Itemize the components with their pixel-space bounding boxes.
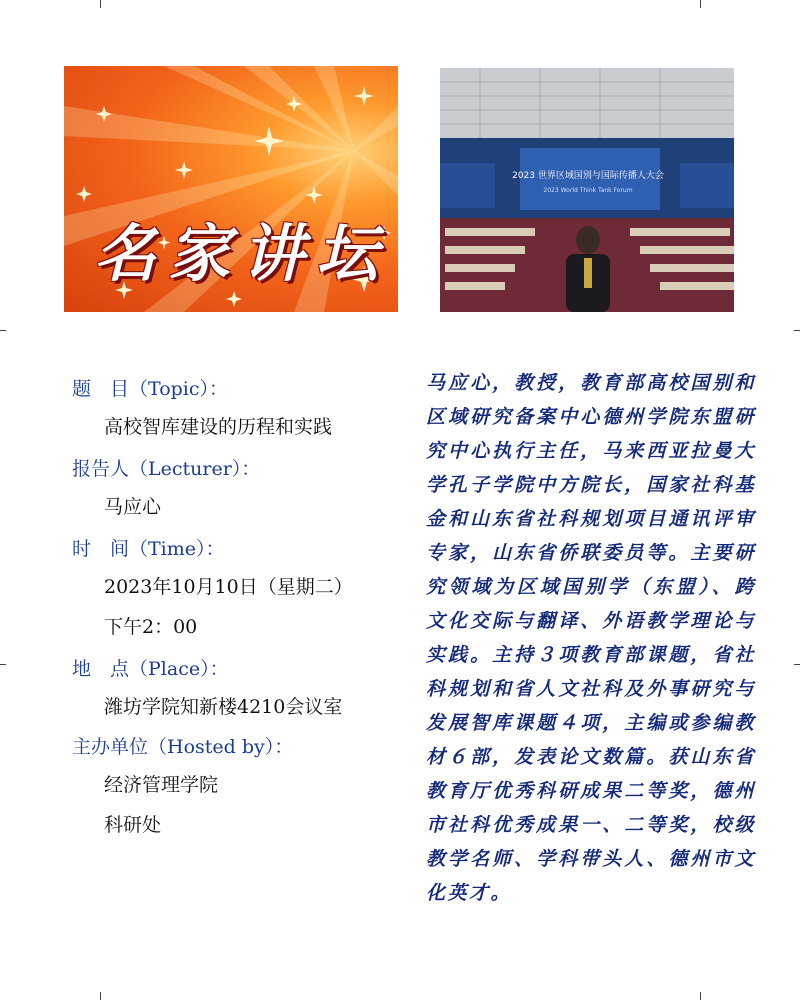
conference-hall-image [440, 68, 734, 312]
crop-mark [794, 330, 800, 331]
host-value-1: 经济管理学院 [104, 774, 219, 796]
topic-label: 题 目（Topic）： [72, 378, 229, 400]
speaker-bio: 马应心，教授，教育部高校国别和区域研究备案中心德州学院东盟研究中心执行主任，马来西亚拉曼大学孔子学院中方院长，国家社科基金和山东省社科规划项目通讯评审专家，山东省侨联委员等。主要研究领域为区域国别学（东盟）、跨文化交际与翻译、外语教学理论与实践。主持３项教育部课题，省社科规划和省人文社科及外事研究与发展智库课题４项，主编或参编教材６部，发表论文数篇。获山东省教育厅优秀科研成果二等奖，德州市社科优秀成果一、二等奖，校级教学名师、学科带头人、德州市文化英才。 [426, 372, 756, 904]
host-label: 主办单位（Hosted by）： [72, 736, 294, 758]
banner-title: 名家讲坛 [94, 217, 391, 290]
lecturer-label: 报告人（Lecturer）： [72, 458, 261, 480]
topic-value: 高校智库建设的历程和实践 [104, 416, 333, 438]
screen-title: 2023 世界区域国别与国际传播人大会 [512, 171, 664, 181]
crop-mark [0, 664, 6, 665]
lecturer-value: 马应心 [104, 496, 162, 518]
crop-mark [794, 664, 800, 665]
time-date: 2023年10月10日（星期二） [104, 576, 353, 598]
place-label: 地 点（Place）： [72, 658, 229, 680]
host-value-2: 科研处 [104, 814, 162, 836]
crop-mark [0, 330, 6, 331]
crop-mark [700, 0, 701, 8]
lecture-banner [64, 66, 398, 312]
crop-mark [100, 0, 101, 8]
time-label: 时 间（Time）： [72, 538, 225, 560]
crop-mark [100, 992, 101, 1000]
crop-mark [700, 992, 701, 1000]
time-hour: 下午2：00 [104, 616, 198, 638]
place-value: 潍坊学院知新楼4210会议室 [104, 696, 343, 718]
screen-caption: 2023 World Think Tank Forum [543, 187, 633, 194]
speaker-photo [440, 68, 734, 312]
